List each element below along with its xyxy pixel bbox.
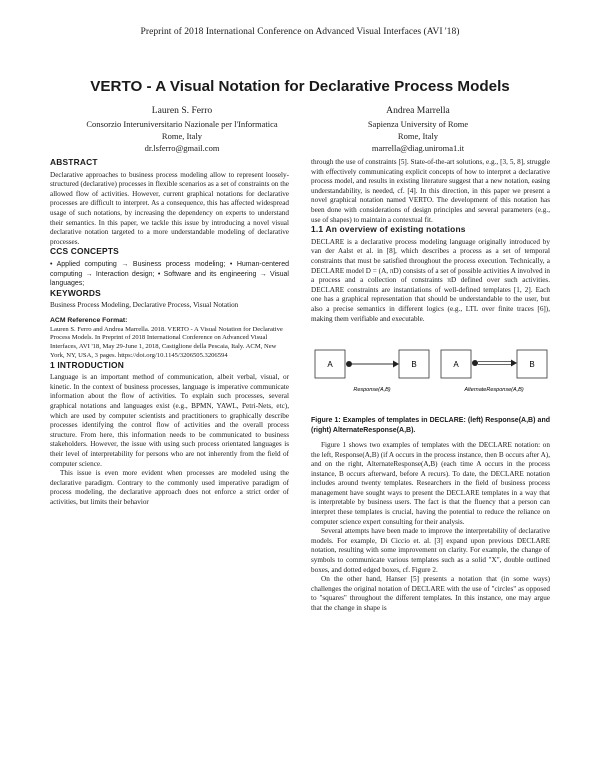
response-label: Response(A,B) — [353, 387, 391, 394]
author-location: Rome, Italy — [161, 131, 203, 141]
author-affiliation: Sapienza University of Rome — [367, 119, 469, 129]
abstract-text: Declarative approaches to business process modeling allow to represent loosely-structured (declarative) processes in flexible scenarios as a set of constraints on the allowed flow of activities. However, current graphical notations for declarative processes are difficult to interpret. As a consequence, this has affected widespread usage of such notations, by increasing the dependency on experts to understand their semantics. In this paper, we tackle this issue by introducing a novel visual declarative notation targeted to a more understandable modeling of declarative processes. — [50, 170, 289, 246]
hanser-paragraph: On the other hand, Hanser [5] presents a notation that (in some ways) challenges the original notation of DECLARE with the use of "circles" as opposed to "squares" throughout the different templates. In this instance, one may argue that the change in shape is — [311, 575, 550, 612]
author-affiliation: Consorzio Interuniversitario Nazionale per l'Informatica — [86, 119, 278, 129]
ccs-heading: CCS CONCEPTS — [50, 246, 119, 257]
figure-discussion-paragraph: Figure 1 shows two examples of templates with the DECLARE notation: on the left, Response(A,B) (if A occurs in the process instance, then B occurs after A), and on the right, AlternateResponse(A,B) (each time A occurs in the process instance, B occurs afterward, before A recurs). To date, the DECLARE notation includes around twenty templates. Researchers in the field of business process management have sought ways to present the DECLARE templates in a way that is interpretable by business users. The fact is that the fluency that a person can interpret these templates is crucial, having the potential to reduce the reliance on computer science expert consulting for their analysis. — [311, 440, 550, 526]
acm-reference-heading: ACM Reference Format: — [50, 316, 128, 324]
alternate-response-arrowhead — [511, 360, 517, 367]
alternate-response-label: AlternateResponse(A,B) — [464, 387, 524, 394]
subsection-heading: 1.1 An overview of existing notations — [311, 224, 466, 235]
introduction-paragraph-2: This issue is even more evident when processes are modeled using the declarative paradigm. Contrary to the commonly used imperative paradigm of process modeling, the declarative approach does not enforce a strict order of activities, but limits their behavior — [50, 469, 289, 506]
author-email: marrella@diag.uniroma1.it — [371, 143, 465, 153]
left-column — [50, 158, 289, 508]
activity-label-a: A — [327, 360, 333, 370]
figure-1-caption: Figure 1: Examples of templates in DECLARE: (left) Response(A,B) and (right) AlternateResponse(A,B). — [311, 417, 550, 434]
abstract-heading: ABSTRACT — [50, 157, 98, 167]
keywords-heading: KEYWORDS — [50, 287, 101, 298]
acm-reference-text: Lauren S. Ferro and Andrea Marrella. 2018. VERTO - A Visual Notation for Declarative Process Models. In Preprint of 2018 International Conference on Advanced Visual Interfaces, AVI '18, May 29-June 1, 2018, Castiglione della Pescaia, Italy. ACM, New York, NY, USA, 3 pages. https://doi.org/10.1145/3206505.3206594 — [50, 325, 283, 359]
activity-label-b: B — [529, 360, 535, 370]
continuation-paragraph: through the use of constraints [5]. State-of-the-art solutions, e.g., [3, 5, 8], struggle with effectively communicating explicit concepts of how to interpret a declarative process model, and results in existing literature suggest that a new notation, easing understandability, is needed, cf. [4]. In this direction, in this paper we present a novel graphical notation named VERTO. The development of this notation has been done with considerations of design principles and several parameters (e.g., use of shapes) to maintain a contextual fit. — [311, 158, 550, 224]
author-block-2 — [298, 104, 538, 154]
activity-label-a: A — [453, 360, 459, 370]
figure-1 — [311, 334, 550, 410]
author-name: Lauren S. Ferro — [151, 105, 213, 116]
activity-label-b: B — [411, 360, 417, 370]
response-dot — [346, 361, 352, 367]
author-name: Andrea Marrella — [386, 105, 450, 116]
response-arrowhead — [393, 361, 399, 368]
right-column — [311, 158, 550, 614]
ccs-text: • Applied computing → Business process modeling; • Human-centered computing → Interaction design; • Software and its engineering → Visual languages; — [50, 260, 289, 288]
keywords-text: Business Process Modeling, Declarative Process, Visual Notation — [50, 301, 239, 310]
paper-title: VERTO - A Visual Notation for Declarative Process Models — [90, 78, 510, 95]
overview-paragraph: DECLARE is a declarative process modeling language originally introduced by van der Aalst et al. in [8], which describes a process as a set of temporal constraints that must be satisfied throughout the process execution. Technically, a DECLARE model D = (A, πD) consists of a set of possible activities A involved in a process and a collection of constraints πD defined over such activities. DECLARE constraints are instantiations of well-defined templates [1, 2]. Each one has a graphical representation that should be understandable to the user, but also a precise semantics in different logics (e.g., LTL over finite traces [6]), making them verifiable and executable. — [311, 237, 550, 323]
author-block-1 — [62, 104, 302, 154]
attempts-paragraph: Several attempts have been made to improve the interpretability of declarative models. For example, Di Ciccio et. al. [3] expand upon previous DECLARE notation, resulting with some improvement on clarity. For example, the change of symbols to communicate various templates such as a solid "X", double outlined boxes, and dotted edged boxes, cf. Figure 2. — [311, 527, 550, 574]
figure-1-diagram — [311, 334, 550, 410]
alternate-response-dot — [472, 360, 478, 366]
introduction-paragraph-1: Language is an important method of communication, albeit verbal, visual, or kinetic. In the context of business processes, language is imperative communicate information about the flow of activities. To explain such processes, several graphical notations and languages exist (e.g., BPMN, YAWL, Petri-Nets, etc), which are used by computer scientists and practitioners to graphically describe processes identifying the control flow of activities and the overall process structure. From here, this information needs to be communicated to business stakeholders. However, the issue with using such process orientated languages is their level of interpretability for persons who are not inherently from the field of computer science. — [50, 373, 289, 468]
introduction-heading: 1 INTRODUCTION — [50, 359, 124, 370]
preprint-header: Preprint of 2018 International Conference on Advanced Visual Interfaces (AVI '18) — [140, 26, 460, 37]
author-email: dr.lsferro@gmail.com — [144, 143, 220, 153]
author-location: Rome, Italy — [397, 131, 439, 141]
